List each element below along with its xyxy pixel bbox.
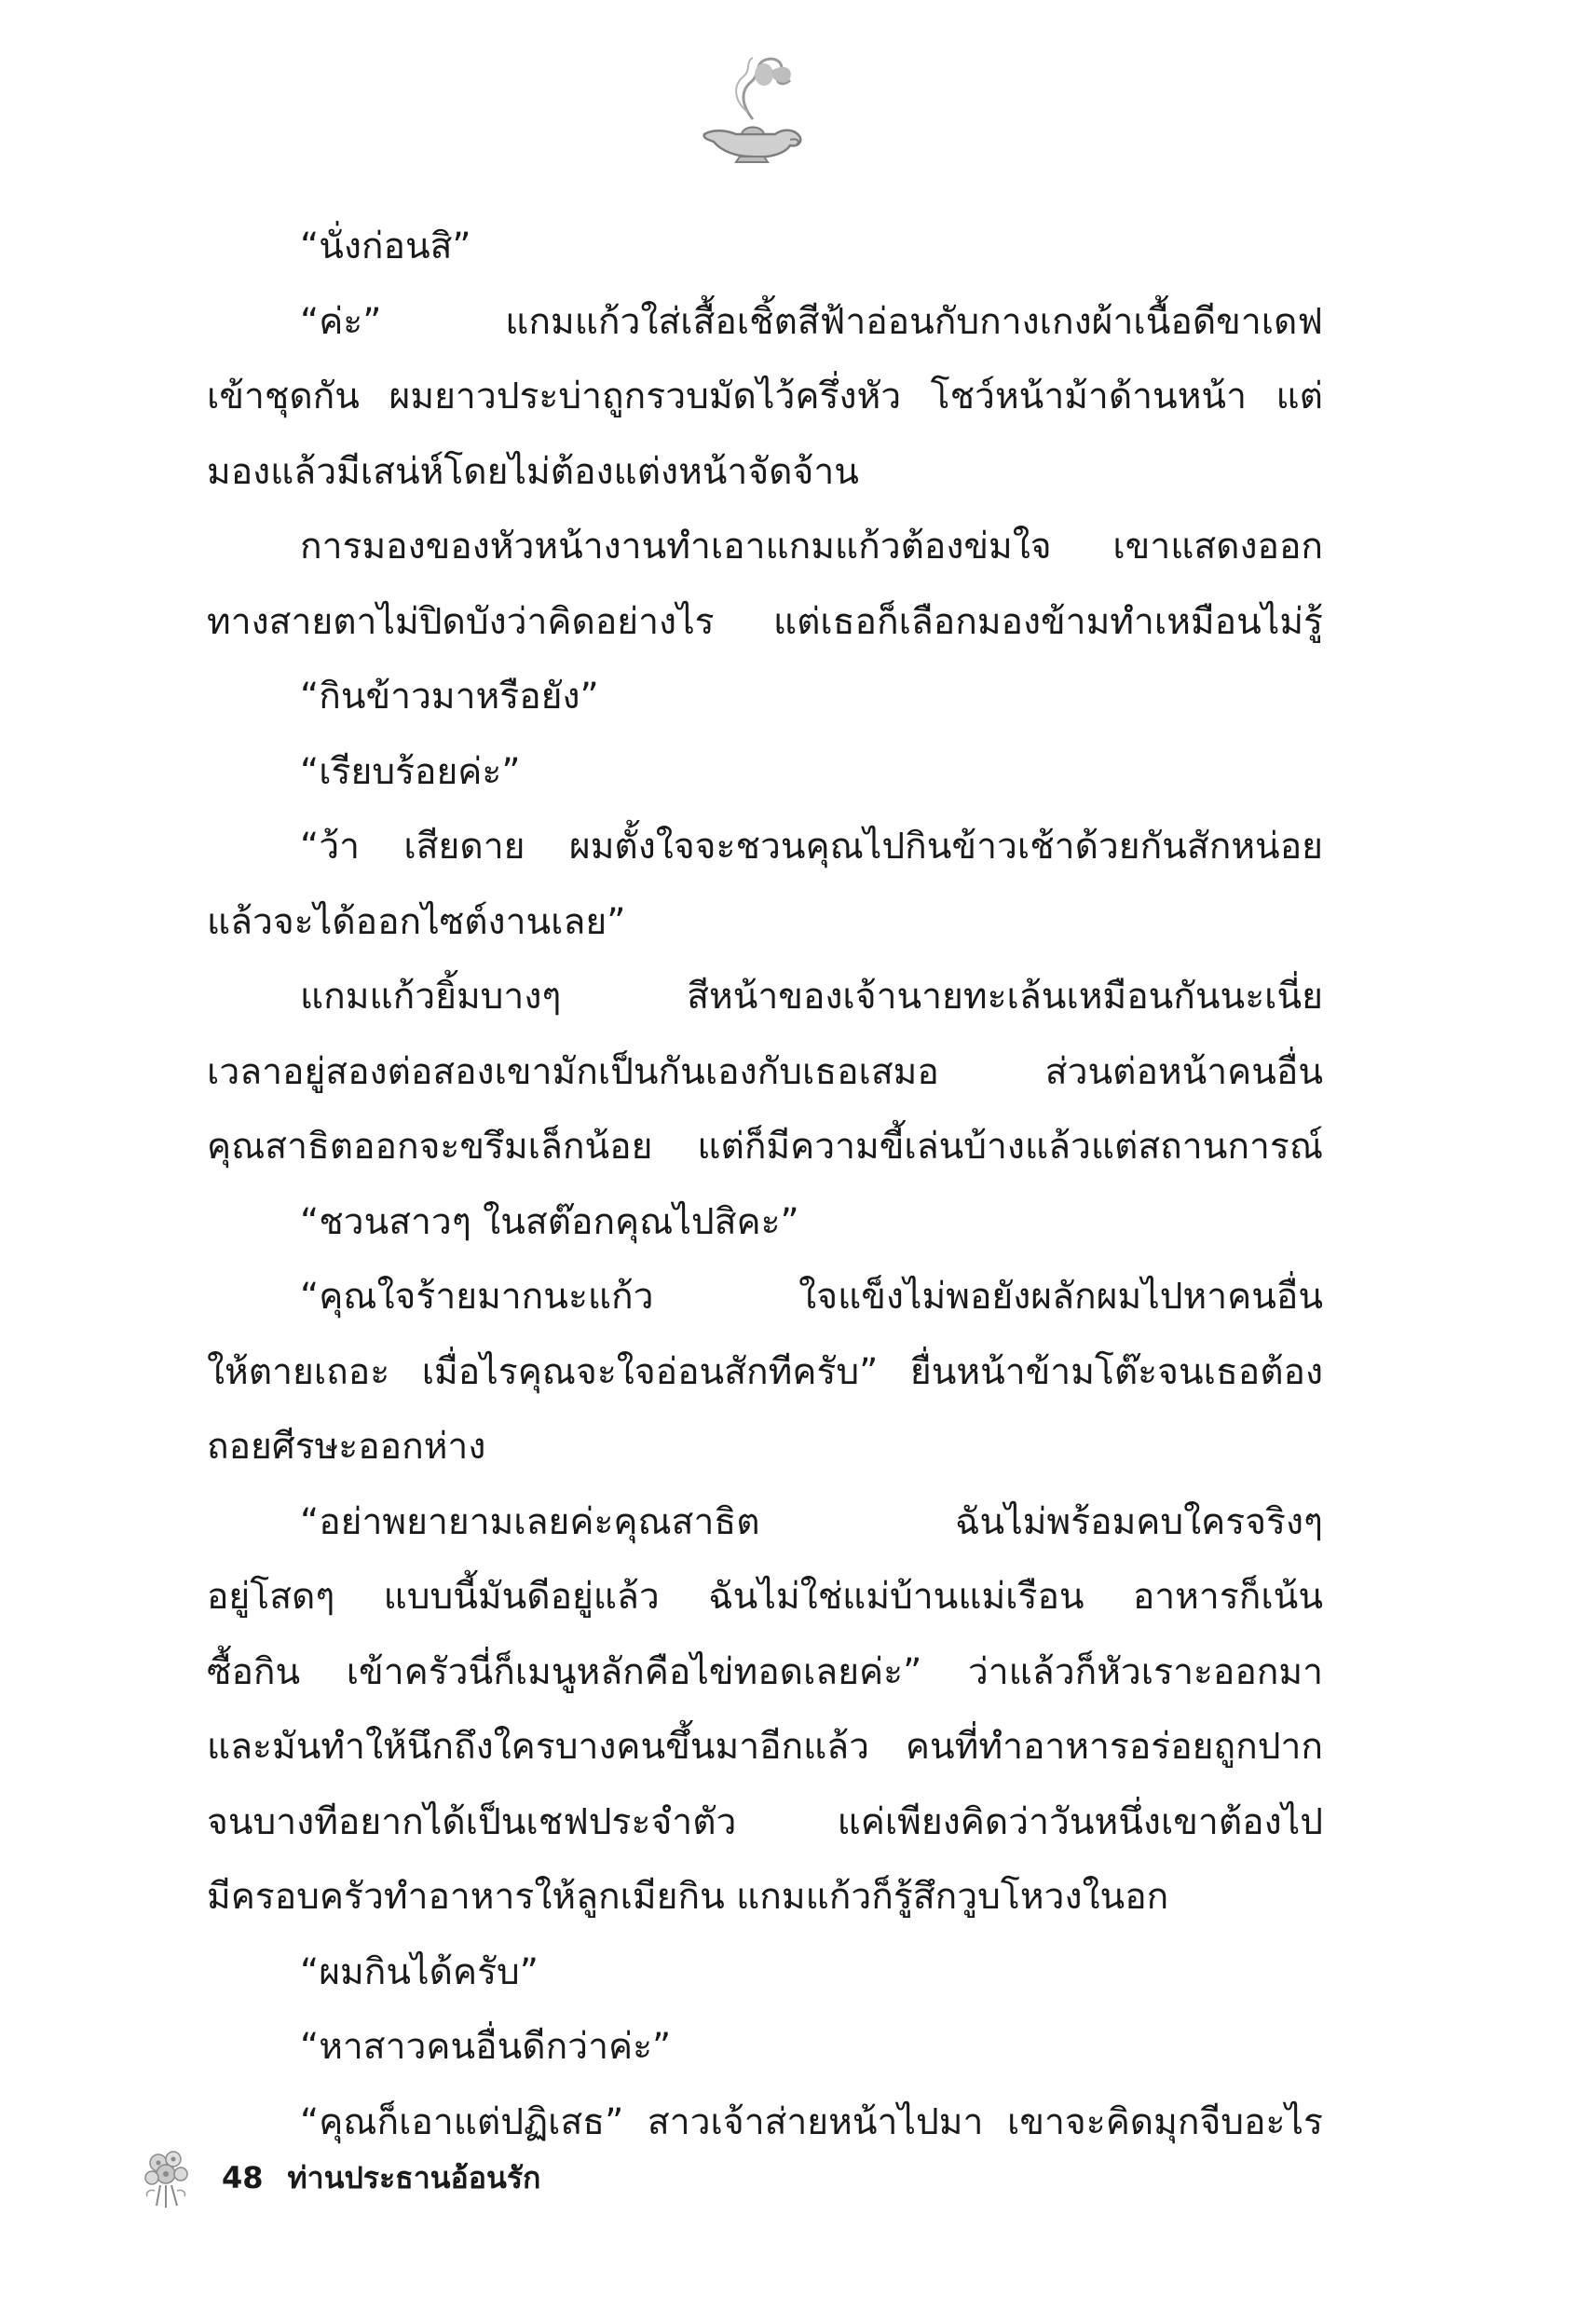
flower-bouquet-icon [140,2146,194,2209]
text-line: “คุณก็เอาแต่ปฏิเสธ” สาวเจ้าส่ายหน้าไปมา เขาจะคิดมุกจีบอะไร [300,2100,1323,2143]
genie-lamp-icon [686,54,816,166]
text-line: ทางสายตาไม่ปิดบังว่าคิดอย่างไร แต่เธอก็เลือกมองข้ามทำเหมือนไม่รู้ [207,600,1323,643]
text-line: มองแล้วมีเสน่ห์โดยไม่ต้องแต่งหน้าจัดจ้าน [207,450,859,493]
text-line: ถอยศีรษะออกห่าง [207,1426,486,1468]
text-line: มีครอบครัวทำอาหารให้ลูกเมียกิน แกมแก้วก็รู้สึกวูบโหวงในอก [207,1876,1169,1918]
text-line: “เรียบร้อยค่ะ” [300,750,521,793]
text-line: ให้ตายเถอะ เมื่อไรคุณจะใจอ่อนสักทีครับ” ยื่นหน้าข้ามโต๊ะจนเธอต้อง [207,1350,1323,1393]
text-line: “ผมกินได้ครับ” [300,1950,539,1993]
text-line: คุณสาธิตออกจะขรึมเล็กน้อย แต่ก็มีความขี้เล่นบ้างแล้วแต่สถานการณ์ [207,1126,1323,1168]
text-line: เวลาอยู่สองต่อสองเขามักเป็นกันเองกับเธอเสมอ ส่วนต่อหน้าคนอื่น [207,1050,1323,1093]
text-line: และมันทำให้นึกถึงใครบางคนขึ้นมาอีกแล้ว คนที่ทำอาหารอร่อยถูกปาก [207,1726,1323,1768]
body-text [207,210,1323,2160]
text-line: “คุณใจร้ายมากนะแก้ว ใจแข็งไม่พอยังผลักผมไปหาคนอื่น [300,1276,1323,1318]
text-line: “นั่งก่อนสิ” [300,226,471,267]
text-line: แกมแก้วยิ้มบางๆ สีหน้าของเจ้านายทะเล้นเหมือนกันนะเนี่ย [300,976,1323,1018]
text-line: การมองของหัวหน้างานทำเอาแกมแก้วต้องข่มใจ เขาแสดงออก [300,526,1323,567]
text-line: แล้วจะได้ออกไซต์งานเลย” [207,900,626,943]
text-line: จนบางทีอยากได้เป็นเชฟประจำตัว แค่เพียงคิดว่าวันหนึ่งเขาต้องไป [207,1800,1323,1843]
text-line: “ค่ะ” แกมแก้วใส่เสื้อเชิ้ตสีฟ้าอ่อนกับกางเกงผ้าเนื้อดีขาเดฟ [300,300,1323,343]
book-title: ท่านประธานอ้อนรัก [287,2159,541,2195]
text-line: “ชวนสาวๆ ในสต๊อกคุณไปสิคะ” [300,1200,799,1243]
text-line: เข้าชุดกัน ผมยาวประบ่าถูกรวบมัดไว้ครึ่งหัว โชว์หน้าม้าด้านหน้า แต่ [207,376,1323,417]
page-footer [140,2145,540,2210]
text-line: ซื้อกิน เข้าครัวนี่ก็เมนูหลักคือไข่ทอดเลยค่ะ” ว่าแล้วก็หัวเราะออกมา [207,1650,1323,1693]
page-number: 48 [222,2160,264,2195]
text-line: “อย่าพยายามเลยค่ะคุณสาธิต ฉันไม่พร้อมคบใครจริงๆ [300,1500,1323,1543]
text-line: “ว้า เสียดาย ผมตั้งใจจะชวนคุณไปกินข้าวเช้าด้วยกันสักหน่อย [300,826,1323,868]
text-line: “กินข้าวมาหรือยัง” [300,676,599,718]
text-line: “หาสาวคนอื่นดีกว่าค่ะ” [300,2026,672,2068]
text-line: อยู่โสดๆ แบบนี้มันดีอยู่แล้ว ฉันไม่ใช่แม่บ้านแม่เรือน อาหารก็เน้น [207,1576,1323,1618]
